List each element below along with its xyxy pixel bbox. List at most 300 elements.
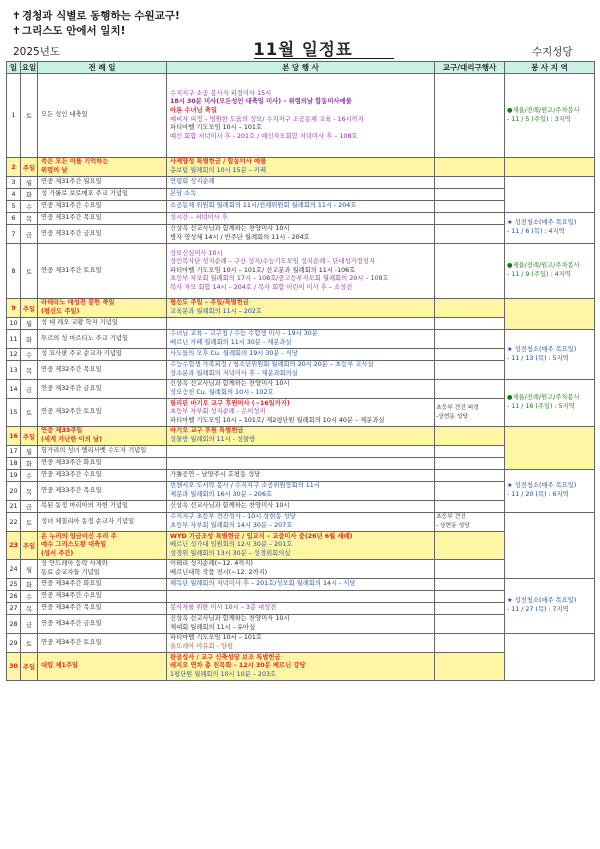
parish-events-cell (167, 74, 435, 158)
liturgy-cell (38, 446, 167, 458)
liturgy-cell (38, 615, 167, 634)
day-cell: 26 (7, 591, 21, 603)
weekday-cell: 주일 (21, 158, 38, 177)
weekday-cell: 화 (21, 579, 38, 591)
text-line: 봉사자를 위한 미사 10시 – 3층 대성전 (170, 604, 277, 612)
cross-icon: ✝ (12, 25, 21, 37)
liturgy-cell (38, 361, 167, 380)
diocese-events-cell (435, 653, 505, 681)
diocese-events-cell (435, 591, 505, 603)
day-cell: 28 (7, 615, 21, 634)
text-line: 사제양성 특별헌금 / 합동미사 예물 (170, 158, 267, 166)
liturgy-cell (38, 579, 167, 591)
col-header-parish-events: 본 당 행 사 (167, 62, 435, 74)
text-line: 성인복사단 성지순례 – 구산 성지/수능기도모임 성지순례 – 단내성가정성지 (170, 258, 375, 266)
weekday-cell: 목 (21, 361, 38, 380)
table-row (7, 177, 595, 189)
text-line: 해독단 월례회의 저녁미사 후 – 201호/성모회 월례회의 14시 - 식당 (170, 580, 356, 588)
parish-events-cell (167, 458, 435, 470)
text-line: 아론 수녀님 축일 (170, 106, 217, 114)
text-line: 연중 제31주간 목요일 (41, 214, 102, 222)
text-line: 신상옥 선교사님과 함께하는 찬양미사 10시 (170, 502, 290, 510)
weekday-cell: 월 (21, 446, 38, 458)
text-line: 성모승천 Cu. 월례회의 10시 - 102호 (170, 389, 274, 396)
table-row (7, 74, 595, 158)
liturgy-cell (38, 189, 167, 201)
weekday-cell: 금 (21, 615, 38, 634)
table-row (7, 427, 595, 446)
service-area-cell (505, 380, 595, 427)
text-line: ●제율/전례/원고/주차봉사 (507, 394, 580, 402)
day-cell: 19 (7, 470, 21, 482)
parish-events-cell (167, 513, 435, 532)
liturgy-cell (38, 349, 167, 361)
diocese-events-cell (435, 213, 505, 225)
diocese-events-cell (435, 244, 505, 299)
text-line: 예신 회합 저녁미사 후 - 201호 / 예신자모회합 저녁미사 후 – 108호 (170, 132, 358, 140)
day-cell: 5 (7, 201, 21, 213)
text-line: 연중 제33주간 목요일 (41, 486, 102, 494)
text-line: 연령회 성지순례 (170, 178, 215, 186)
text-line: -상현동 성당 (436, 413, 468, 420)
parish-events-cell (167, 427, 435, 446)
weekday-cell: 금 (21, 380, 38, 399)
motto-text-1: 경청과 식별로 동행하는 수원교구! (22, 10, 180, 22)
parish-events-cell (167, 213, 435, 225)
text-line: 수지지구 소공 봉사자 피정미사 15시 (170, 89, 272, 97)
text-line: 초등부 자모회 월례회의 17시 – 108호/중고등부자모회 월례회의 20시 – 108호 (170, 275, 389, 283)
text-line: 수지지구 초등부 견진성사 - 10시 상현동 성당 (170, 513, 296, 521)
weekday-cell: 수 (21, 201, 38, 213)
diocese-events-cell (435, 225, 505, 244)
text-line: 울뜨레아 야유회 - 양평 (170, 643, 234, 650)
text-line: 성경위 월례회의 13시 30분 – 성경위회의실 (170, 549, 291, 557)
parish-events-cell (167, 189, 435, 201)
text-line: 성소분과 월례회의 저녁미사 후 - 제분과회의실 (170, 370, 298, 377)
text-line: - 11 / 6 (목) : 4지역 (507, 228, 565, 235)
text-line: 사도들의 모후 Cu. 월례회의 19시 30분 - 식당 (170, 350, 298, 358)
motto-line-1 (12, 9, 180, 23)
text-line: 빈첸시오 도시락 봉사 / 수지지구 소공위원장회의 11시 (170, 482, 320, 490)
text-line: 성녀 체칠리아 동정 순교자 기념일 (41, 517, 135, 525)
text-line: 온 누리의 임금이신 우리 주 (41, 532, 117, 540)
service-area-cell (505, 330, 595, 380)
text-line: - 11 / 5 (주일) : 3지역 (507, 115, 571, 123)
text-line: 수녀님 교육 – 교구청 / 수능 수험생 미사 – 19시 30분 (170, 330, 318, 338)
table-row (7, 470, 595, 482)
diocese-events-cell (435, 615, 505, 634)
text-line: (성서 주간) (41, 549, 74, 557)
text-line: 신상옥 선교사님과 함께하는 찬양미사 10시 (170, 380, 290, 388)
text-line: 평신도 주일 – 주일/특별헌금 (170, 299, 249, 307)
parish-name: 수지성당 (532, 46, 573, 58)
liturgy-cell (38, 299, 167, 318)
weekday-cell: 토 (21, 634, 38, 653)
text-line: 연중 제32주간 금요일 (41, 384, 102, 392)
parish-events-cell (167, 299, 435, 318)
liturgy-cell (38, 653, 167, 681)
text-line: 파티마벨 기도모임 10시 – 101호/ 선교분과 월례회의 11시 -106호 (170, 266, 356, 274)
parish-events-cell (167, 361, 435, 380)
parish-events-cell (167, 349, 435, 361)
weekday-cell: 주일 (21, 427, 38, 446)
text-line: 파티마벨 기도모임 10시 – 101호/ 제2평단원 월례회의 10시 40분 – 제분과실 (170, 416, 385, 424)
text-line: 성 안드레아 둥락 사제와 (41, 560, 108, 568)
text-line: (세계 가난한 이의 날) (41, 436, 102, 443)
weekday-cell: 수 (21, 349, 38, 361)
day-cell: 2 (7, 158, 21, 177)
parish-events-cell (167, 470, 435, 482)
text-line: 초등부 자부회 성지순례 - 은이성지 (170, 408, 266, 416)
text-line: 베르닌 성가대 임원회의 12시 30분 – 201호 (170, 541, 293, 549)
parish-events-cell (167, 560, 435, 579)
liturgy-cell (38, 458, 167, 470)
title-underline (254, 58, 394, 59)
weekday-cell: 주일 (21, 653, 38, 681)
text-line: 연중 제34주간 금요일 (41, 619, 102, 627)
text-line: 복된 동정 마리아의 자헌 기념일 (41, 502, 129, 510)
parish-events-cell (167, 653, 435, 681)
text-line: 소공동체 위원회 월례회의 11시/전례위원회 월례회의 11시 - 204호 (170, 202, 357, 210)
parish-events-cell (167, 380, 435, 399)
liturgy-cell (38, 399, 167, 427)
text-line: 이태리 성지순례(~12. 4까지) (170, 560, 253, 568)
text-line: 1평단원 월례회의 10시 10분 – 203호 (170, 670, 277, 678)
service-area-cell (505, 470, 595, 513)
weekday-cell: 목 (21, 213, 38, 225)
text-line: 성시간 – 저녁미사 후 (170, 214, 228, 222)
diocese-events-cell (435, 158, 505, 177)
diocese-events-cell (435, 470, 505, 482)
table-row (7, 158, 595, 177)
liturgy-cell (38, 482, 167, 501)
col-header-day: 일 (7, 62, 21, 74)
text-line: ★ 성전청소(매주 목요일) (507, 345, 577, 353)
liturgy-cell (38, 427, 167, 446)
diocese-events-cell (435, 427, 505, 446)
motto-text-2: 그리스도 안에서 일치! (22, 25, 126, 37)
text-line: 총보팀 월례회의 10시 15분 – 카페 (170, 167, 267, 174)
liturgy-cell (38, 380, 167, 399)
liturgy-cell (38, 513, 167, 532)
text-line: - 11 / 20 (목) : 6지역 (507, 491, 569, 498)
service-area-cell (505, 634, 595, 681)
text-line: 초등부 견진 피정 (436, 404, 479, 411)
liturgy-cell (38, 330, 167, 349)
text-line: 제분과 월례회의 16시 30분 – 206호 (170, 491, 273, 498)
service-area-cell (505, 213, 595, 244)
year-label: 2025년도 (13, 46, 61, 58)
text-line: 연중 제34주간 수요일 (41, 592, 102, 600)
diocese-events-cell (435, 482, 505, 501)
text-line: 성 대 레오 교황 학자 기념일 (41, 319, 118, 327)
parish-events-cell (167, 603, 435, 615)
liturgy-cell (38, 177, 167, 189)
text-line: 연중 제31주간 월요일 (41, 178, 102, 186)
text-line: 초등부 견진 (436, 514, 466, 521)
day-cell: 12 (7, 349, 21, 361)
text-line: 수능수험생 가족피정 / 청소년위원회 월례회의 20시 20분 – 초등부 교사실 (170, 361, 374, 369)
day-cell: 7 (7, 225, 21, 244)
parish-events-cell (167, 244, 435, 299)
weekday-cell: 화 (21, 189, 38, 201)
table-row (7, 513, 595, 532)
weekday-cell: 화 (21, 330, 38, 349)
day-cell: 1 (7, 74, 21, 158)
service-area-cell (505, 427, 595, 470)
weekday-cell: 금 (21, 501, 38, 513)
liturgy-cell (38, 74, 167, 158)
diocese-events-cell (435, 603, 505, 615)
parish-events-cell (167, 446, 435, 458)
parish-events-cell (167, 399, 435, 427)
text-line: 예비자 피정 – 영원한 도움의 성모/ 수지지구 소공동체 교육 - 16시까지 (170, 115, 364, 123)
weekday-cell: 토 (21, 513, 38, 532)
text-line: 파티마벨 기도모임 10시 – 101호 (170, 634, 263, 642)
text-line: 18시 30분 미사(모든성인 대축일 미사) – 위령의날 합동미사예물 (170, 98, 352, 106)
table-row (7, 330, 595, 349)
day-cell: 30 (7, 653, 21, 681)
diocese-events-cell (435, 501, 505, 513)
service-area-cell (505, 74, 595, 158)
weekday-cell: 월 (21, 560, 38, 579)
text-line: 연중 제34주간 목요일 (41, 604, 102, 612)
day-cell: 14 (7, 380, 21, 399)
diocese-events-cell (435, 201, 505, 213)
liturgy-cell (38, 591, 167, 603)
text-line: - 11 / 27 (목) : 7지역 (507, 606, 569, 613)
text-line: ●제율/전례/원고/주차봉사 (507, 106, 580, 114)
text-line: 연중 제34주간 토요일 (41, 638, 102, 646)
text-line: 성 요사팟 주교 순교자 기념일 (41, 350, 122, 358)
diocese-events-cell (435, 634, 505, 653)
diocese-events-cell (435, 532, 505, 560)
diocese-events-cell (435, 189, 505, 201)
weekday-cell: 화 (21, 458, 38, 470)
cross-icon: ✝ (12, 10, 21, 22)
liturgy-cell (38, 634, 167, 653)
text-line: 병자 영성체 14시 / 반주단 월례회의 11시 - 204호 (170, 234, 310, 241)
text-line: 예수 그리스도왕 대축일 (41, 541, 107, 549)
weekday-cell: 주일 (21, 532, 38, 560)
diocese-events-cell (435, 299, 505, 318)
service-area-cell (505, 177, 595, 213)
text-line: 성모신심미사 10시 (170, 249, 223, 257)
diocese-events-cell (435, 380, 505, 399)
day-cell: 22 (7, 513, 21, 532)
parish-events-cell (167, 158, 435, 177)
parish-events-cell (167, 615, 435, 634)
text-line: ★ 성전청소(매주 목요일) (507, 219, 577, 227)
day-cell: 3 (7, 177, 21, 189)
diocese-events-cell (435, 177, 505, 189)
text-line: 죽은 모든 이를 기억하는 (41, 158, 109, 166)
diocese-events-cell (435, 361, 505, 380)
day-cell: 21 (7, 501, 21, 513)
table-header-row (7, 62, 595, 74)
text-line: 헝가리의 성녀 엘리사벳 수도자 기념일 (41, 447, 147, 455)
text-line: ★ 성전청소(매주 목요일) (507, 597, 577, 605)
table-row (7, 213, 595, 225)
liturgy-cell (38, 201, 167, 213)
liturgy-cell (38, 318, 167, 330)
parish-events-cell (167, 501, 435, 513)
text-line: 신상옥 선교사님과 함께하는 찬양미사 10시 (170, 225, 290, 233)
table-row (7, 380, 595, 399)
liturgy-cell (38, 225, 167, 244)
text-line: - 11 / 16 (주일) : 5지역 (507, 403, 575, 410)
text-line: ★ 성전청소(매주 목요일) (507, 482, 577, 490)
text-line: 투르의 성 마르티노 주교 기념일 (41, 334, 129, 342)
day-cell: 24 (7, 560, 21, 579)
weekday-cell: 수 (21, 470, 38, 482)
day-cell: 27 (7, 603, 21, 615)
diocese-events-cell (435, 349, 505, 361)
col-header-liturgy: 전 례 일 (38, 62, 167, 74)
parish-events-cell (167, 591, 435, 603)
col-header-weekday: 요일 (21, 63, 37, 72)
liturgy-cell (38, 603, 167, 615)
day-cell: 29 (7, 634, 21, 653)
text-line: 연중 제31주간 토요일 (41, 266, 102, 274)
text-line: 판공성사 / 교구 신축성당 보조 특별헌금 (170, 653, 281, 661)
text-line: 초등부 자부회 월례회의 14시 30분 – 207호 (170, 522, 293, 529)
text-line: WYD 기금조성 특별헌금 / 입교식 – 교중미사 중(26년 6월 세례) (170, 532, 353, 540)
parish-events-cell (167, 318, 435, 330)
parish-events-cell (167, 177, 435, 189)
service-area-cell (505, 513, 595, 579)
text-line: - 상현동 성당 (436, 523, 470, 529)
text-line: - 11 / 9 (주일) : 4지역 (507, 271, 571, 278)
day-cell: 16 (7, 427, 21, 446)
text-line: 연중 제34주간 화요일 (41, 580, 102, 588)
weekday-cell: 월 (21, 177, 38, 189)
day-cell: 8 (7, 244, 21, 299)
text-line: 대림 제1주일 (41, 662, 78, 670)
day-cell: 18 (7, 458, 21, 470)
text-line: ●제율/전례/원고/주차봉사 (507, 262, 580, 270)
text-line: 필리핀 바기오 교구 후원미사 (~16일까지) (170, 399, 290, 407)
text-line: 연중 제31주간 수요일 (41, 202, 102, 210)
day-cell: 11 (7, 330, 21, 349)
weekday-cell: 토 (21, 74, 38, 158)
day-cell: 17 (7, 446, 21, 458)
text-line: 바기오 교구 후원 특별헌금 (170, 427, 244, 435)
day-cell: 23 (7, 532, 21, 560)
col-header-service-area: 봉 사 지 역 (505, 62, 595, 74)
text-line: 신상옥 선교사님과 함께하는 찬양미사 10시 (170, 615, 290, 623)
day-cell: 15 (7, 399, 21, 427)
text-line: (평신도 주일) (41, 308, 80, 315)
col-header-diocese-events: 교구/대리구행사 (435, 62, 505, 74)
day-cell: 10 (7, 318, 21, 330)
motto-line-2 (12, 24, 125, 38)
liturgy-cell (38, 560, 167, 579)
parish-events-cell (167, 634, 435, 653)
parish-events-cell (167, 225, 435, 244)
text-line: 성물방 월례회의 11시 - 성물방 (170, 436, 256, 443)
weekday-cell: 월 (21, 318, 38, 330)
diocese-events-cell (435, 318, 505, 330)
text-line: 베르닌대학 작품 전시(~12. 2까지) (170, 569, 268, 576)
diocese-events-cell (435, 513, 505, 532)
text-line: 연중 제33주간 화요일 (41, 459, 102, 467)
weekday-cell: 토 (21, 244, 38, 299)
table-row (7, 244, 595, 299)
page-title: 11월 일정표 (253, 40, 353, 59)
liturgy-cell (38, 470, 167, 482)
schedule-table (6, 61, 595, 681)
text-line: 연중 제33주간 수요일 (41, 471, 102, 479)
day-cell: 6 (7, 213, 21, 225)
service-area-cell (505, 244, 595, 299)
diocese-events-cell (435, 560, 505, 579)
day-cell: 9 (7, 299, 21, 318)
liturgy-cell (38, 244, 167, 299)
text-line: 동료 순교자들 기념일 (41, 569, 100, 576)
day-cell: 20 (7, 482, 21, 501)
liturgy-cell (38, 158, 167, 177)
liturgy-cell (38, 501, 167, 513)
service-area-cell (505, 299, 595, 330)
table-row (7, 634, 595, 653)
parish-events-cell (167, 579, 435, 591)
text-line: 가톨공연 – 남양주시 호평동 성당 (170, 471, 261, 479)
diocese-events-cell (435, 330, 505, 349)
text-line: - 11 / 13 (목) : 5지역 (507, 354, 569, 362)
text-line: 연중 제32주간 목요일 (41, 365, 102, 373)
text-line: 모든 성인 대축일 (41, 111, 88, 119)
liturgy-cell (38, 213, 167, 225)
text-line: 라테라노 대성전 봉헌 축일 (41, 299, 115, 307)
text-line: 베르닌 카페 월례회의 11시 30분 - 제분과실 (170, 339, 292, 346)
text-line: 파티마벨 기도모임 10시 – 101호 (170, 124, 263, 132)
parish-events-cell (167, 482, 435, 501)
text-line: 연중 제32주간 토요일 (41, 408, 102, 416)
table-row (7, 579, 595, 591)
text-line: 교육분과 월례회의 11시 – 202호 (170, 308, 263, 315)
parish-events-cell (167, 532, 435, 560)
diocese-events-cell (435, 458, 505, 470)
day-cell: 25 (7, 579, 21, 591)
parish-events-cell (167, 201, 435, 213)
diocese-events-cell (435, 399, 505, 427)
text-line: 성 가롤로 보로메오 주교 기념일 (41, 190, 129, 198)
text-line: 위령의 날 (41, 167, 68, 174)
text-line: 연중 제31주간 금요일 (41, 229, 102, 237)
weekday-cell: 목 (21, 603, 38, 615)
diocese-events-cell (435, 446, 505, 458)
text-line: 연중 제33주일 (41, 427, 83, 435)
day-cell: 4 (7, 189, 21, 201)
text-line: 제대회 월례회의 11시 - 유아실 (170, 624, 256, 631)
diocese-events-cell (435, 74, 505, 158)
service-area-cell (505, 158, 595, 177)
text-line: 복사 자모 회합 14시 – 204호 / 복사 회합 어린이 미사 후 – 소성전 (170, 283, 353, 291)
table-row (7, 299, 595, 318)
service-area-cell (505, 579, 595, 634)
text-line: 레지오 연차 총 친목회 – 12시 30분 베르닌 강당 (170, 662, 306, 670)
weekday-cell: 주일 (21, 299, 38, 318)
weekday-cell: 수 (21, 591, 38, 603)
liturgy-cell (38, 532, 167, 560)
weekday-cell: 금 (21, 225, 38, 244)
text-line: 본당 소독 (170, 190, 197, 198)
day-cell: 13 (7, 361, 21, 380)
weekday-cell: 목 (21, 482, 38, 501)
weekday-cell: 토 (21, 399, 38, 427)
parish-events-cell (167, 330, 435, 349)
